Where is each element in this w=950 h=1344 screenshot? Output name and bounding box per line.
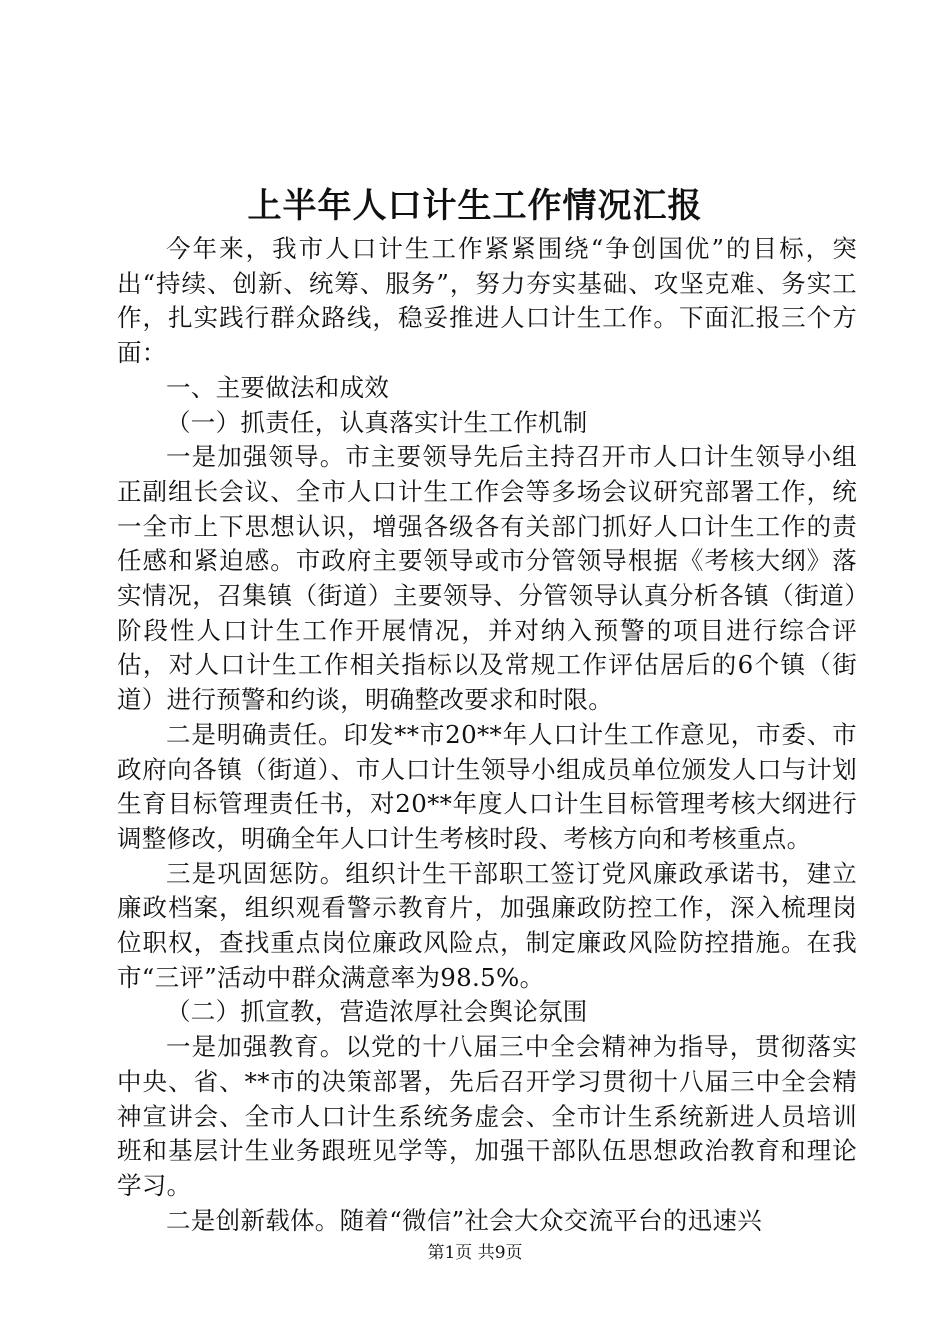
paragraph-leadership: 一是加强领导。市主要领导先后主持召开市人口计生领导小组正副组长会议、全市人口计生工作会等多场会议研究部署工作，统一全市上下思想认识，增强各级各有关部门抓好人口计生工作的责任感和紧迫感。市政府主要领导或市分管领导根据《考核大纲》落实情况，召集镇（街道）主要领导、分管领导认真分析各镇（街道）阶段性人口计生工作开展情况，并对纳入预警的项目进行综合评估，对人口计生工作相关指标以及常规工作评估居后的6个镇（街道）进行预警和约谈，明确整改要求和时限。 (117, 442, 857, 715)
document-title: 上半年人口计生工作情况汇报 (247, 186, 703, 226)
heading-section-1: 一、主要做法和成效 (166, 372, 390, 402)
subheading-2: （二）抓宣教，营造浓厚社会舆论氛围 (166, 997, 588, 1027)
subheading-1: （一）抓责任，认真落实计生工作机制 (166, 407, 588, 437)
paragraph-prevention: 三是巩固惩防。组织计生干部职工签订党风廉政承诺书，建立廉政档案，组织观看警示教育片，加强廉政防控工作，深入梳理岗位职权，查找重点岗位廉政风险点，制定廉政风险防控措施。在我市“三评”活动中群众满意率为98.5%。 (117, 858, 857, 992)
paragraph-responsibility: 二是明确责任。印发**市20**年人口计生工作意见，市委、市政府向各镇（街道）、市人口计生领导小组成员单位颁发人口与计划生育目标管理责任书，对20**年度人口计生目标管理考核大纲进行调整修改，明确全年人口计生考核时段、考核方向和考核重点。 (117, 719, 857, 853)
page-number-footer: 第1页 共9页 (427, 1243, 523, 1263)
paragraph-education: 一是加强教育。以党的十八届三中全会精神为指导，贯彻落实中央、省、**市的决策部署，先后召开学习贯彻十八届三中全会精神宣讲会、全市人口计生系统务虚会、全市计生系统新进人员培训班和基层计生业务跟班见学等，加强干部队伍思想政治教育和理论学习。 (117, 1032, 857, 1200)
paragraph-innovation: 二是创新载体。随着“微信”社会大众交流平台的迅速兴 (166, 1205, 763, 1235)
document-body (117, 232, 857, 1238)
paragraph-intro: 今年来，我市人口计生工作紧紧围绕“争创国优”的目标，突出“持续、创新、统筹、服务”，努力夯实基础、攻坚克难、务实工作，扎实践行群众路线，稳妥推进人口计生工作。下面汇报三个方面： (117, 234, 857, 368)
